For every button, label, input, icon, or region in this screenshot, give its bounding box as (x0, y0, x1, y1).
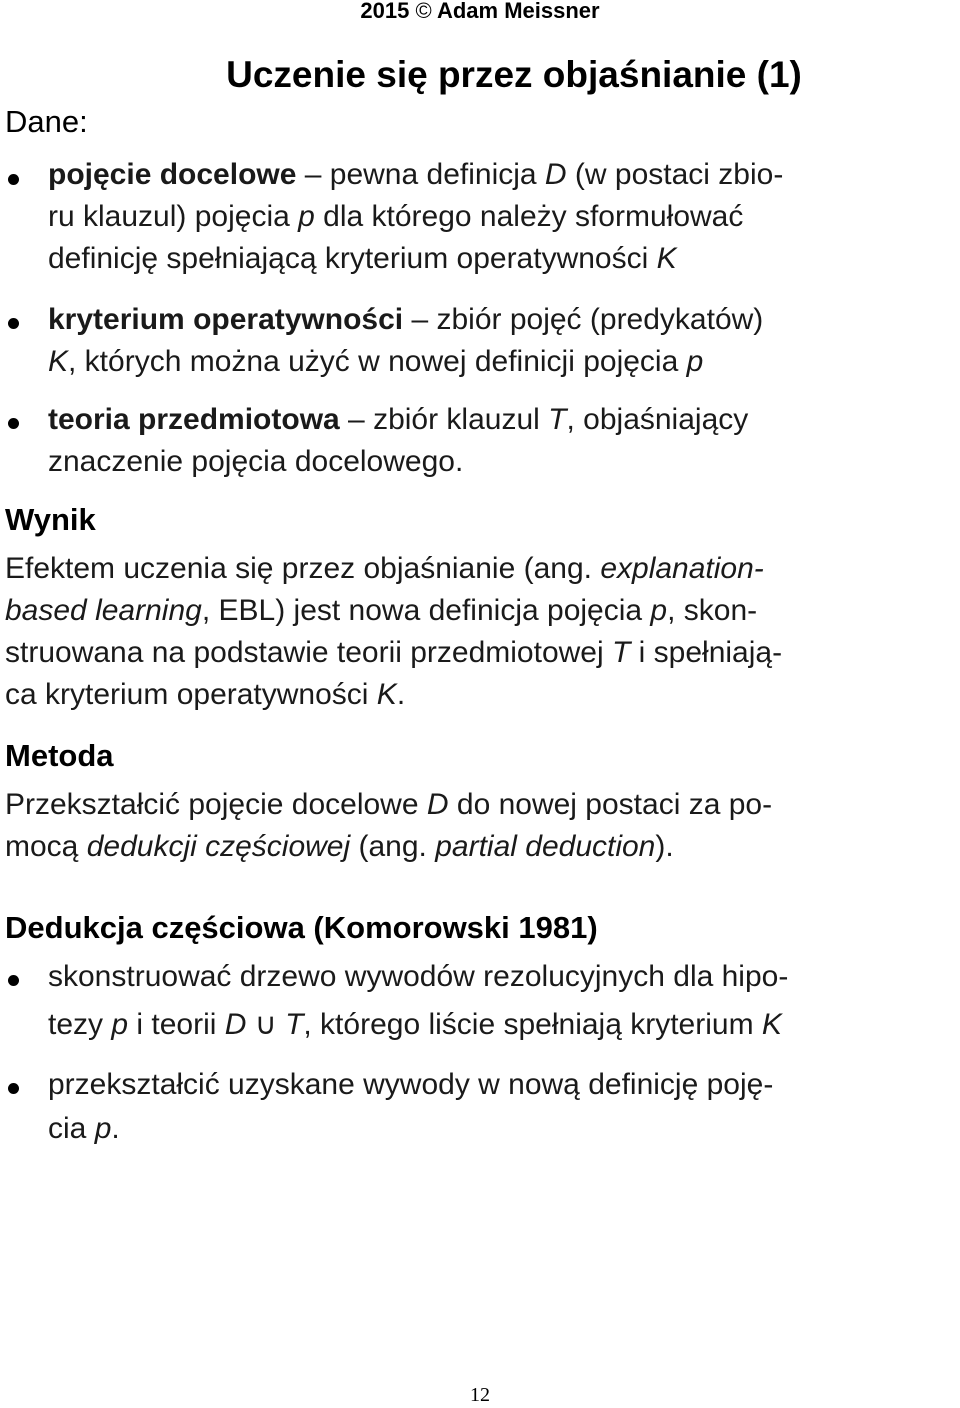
var-D: D (426, 788, 449, 821)
text-span: Efektem uczenia się przez objaśnianie (ang. (5, 552, 601, 585)
var-K: K (656, 242, 677, 275)
var-K: K (48, 345, 69, 378)
metoda-line2 (5, 832, 674, 862)
var-p: p (686, 345, 704, 378)
header-year: 2015 (360, 0, 410, 23)
text-span: , których można użyć w nowej definicji pojęcia (68, 345, 687, 378)
text-span: . (111, 1112, 120, 1145)
union-symbol: ∪ (246, 1008, 286, 1041)
dedukcja-bullet1-line1: skonstruować drzewo wywodów rezolucyjnych dla hipo- (48, 960, 789, 993)
metoda-heading: Metoda (5, 738, 114, 773)
text-span: – zbiór pojęć (predykatów) (403, 303, 764, 336)
var-T: T (548, 403, 567, 436)
text-span: – pewna definicja (296, 158, 545, 191)
header-author: Adam Meissner (436, 0, 600, 23)
dedukcja-heading: Dedukcja częściowa (Komorowski 1981) (5, 910, 598, 945)
text-span: mocą (5, 830, 87, 863)
text-span: dla którego należy sformułować (314, 200, 744, 233)
text-span: i spełniają- (630, 636, 783, 669)
dedukcja-bullet2-line1: przekształcić uzyskane wywody w nową definicję poję- (48, 1068, 774, 1101)
text-span: , EBL) jest nowa definicja pojęcia (201, 594, 651, 627)
dane-bullet1-line1 (48, 160, 783, 190)
dane-bullet3-line2: znaczenie pojęcia docelowego. (48, 445, 464, 478)
var-D: D (224, 1008, 247, 1041)
bullet-icon (8, 318, 19, 329)
var-K: K (761, 1008, 782, 1041)
var-p: p (94, 1112, 112, 1145)
wynik-line1 (5, 554, 764, 584)
var-p: p (298, 200, 315, 233)
text-span: Przekształcić pojęcie docelowe (5, 788, 427, 821)
dedukcja-bullet1-line2 (48, 1010, 782, 1040)
dane-bullet2-line1 (48, 305, 763, 335)
english-term: partial deduction (435, 830, 656, 863)
var-D: D (544, 158, 567, 191)
bullet-icon (8, 975, 19, 986)
text-span: (w postaci zbio- (566, 158, 784, 191)
copyright-symbol: © (415, 0, 432, 23)
wynik-line2 (5, 596, 757, 626)
term-dedukcji-czesciowej: dedukcji częściowej (86, 830, 351, 863)
text-span: . (396, 678, 406, 711)
wynik-heading: Wynik (5, 502, 96, 537)
bullet-icon (8, 1083, 19, 1094)
english-term: based learning (5, 594, 202, 627)
var-p: p (650, 594, 668, 627)
text-span: , skon- (667, 594, 758, 627)
text-span: ru klauzul) pojęcia (48, 200, 299, 233)
text-span: cia (48, 1112, 95, 1145)
wynik-line4 (5, 680, 405, 710)
page-title: Uczenie się przez objaśnianie (1) (226, 54, 802, 95)
text-span: struowana na podstawie teorii przedmiotowej (5, 636, 612, 669)
term-teoria-przedmiotowa: teoria przedmiotowa (48, 403, 340, 436)
dedukcja-bullet2-line2 (48, 1114, 120, 1144)
dane-bullet3-line1 (48, 405, 748, 435)
var-T: T (285, 1008, 304, 1041)
var-T: T (612, 636, 631, 669)
bullet-icon (8, 174, 19, 185)
page-header (0, 0, 960, 22)
dane-bullet2-line2 (48, 347, 703, 377)
text-span: tezy (48, 1008, 112, 1041)
var-K: K (376, 678, 397, 711)
text-span: definicję spełniającą kryterium operatywności (48, 242, 657, 275)
text-span: do nowej postaci za po- (448, 788, 773, 821)
wynik-line3 (5, 638, 782, 668)
text-span: ca kryterium operatywności (5, 678, 377, 711)
english-term: explanation- (600, 552, 764, 585)
metoda-line1 (5, 790, 772, 820)
text-span: , którego liście spełniają kryterium (303, 1008, 762, 1041)
text-span: , objaśniający (566, 403, 749, 436)
term-kryterium-operatywnosci: kryterium operatywności (48, 303, 404, 336)
term-pojecie-docelowe: pojęcie docelowe (48, 158, 297, 191)
dane-heading: Dane: (5, 104, 88, 139)
dane-bullet1-line2 (48, 202, 743, 232)
page-number: 12 (470, 1384, 490, 1406)
dane-bullet1-line3 (48, 244, 677, 274)
var-p: p (111, 1008, 129, 1041)
bullet-icon (8, 418, 19, 429)
text-span: – zbiór klauzul (339, 403, 549, 436)
text-span: ). (655, 830, 674, 863)
text-span: (ang. (350, 830, 436, 863)
text-span: i teorii (128, 1008, 225, 1041)
